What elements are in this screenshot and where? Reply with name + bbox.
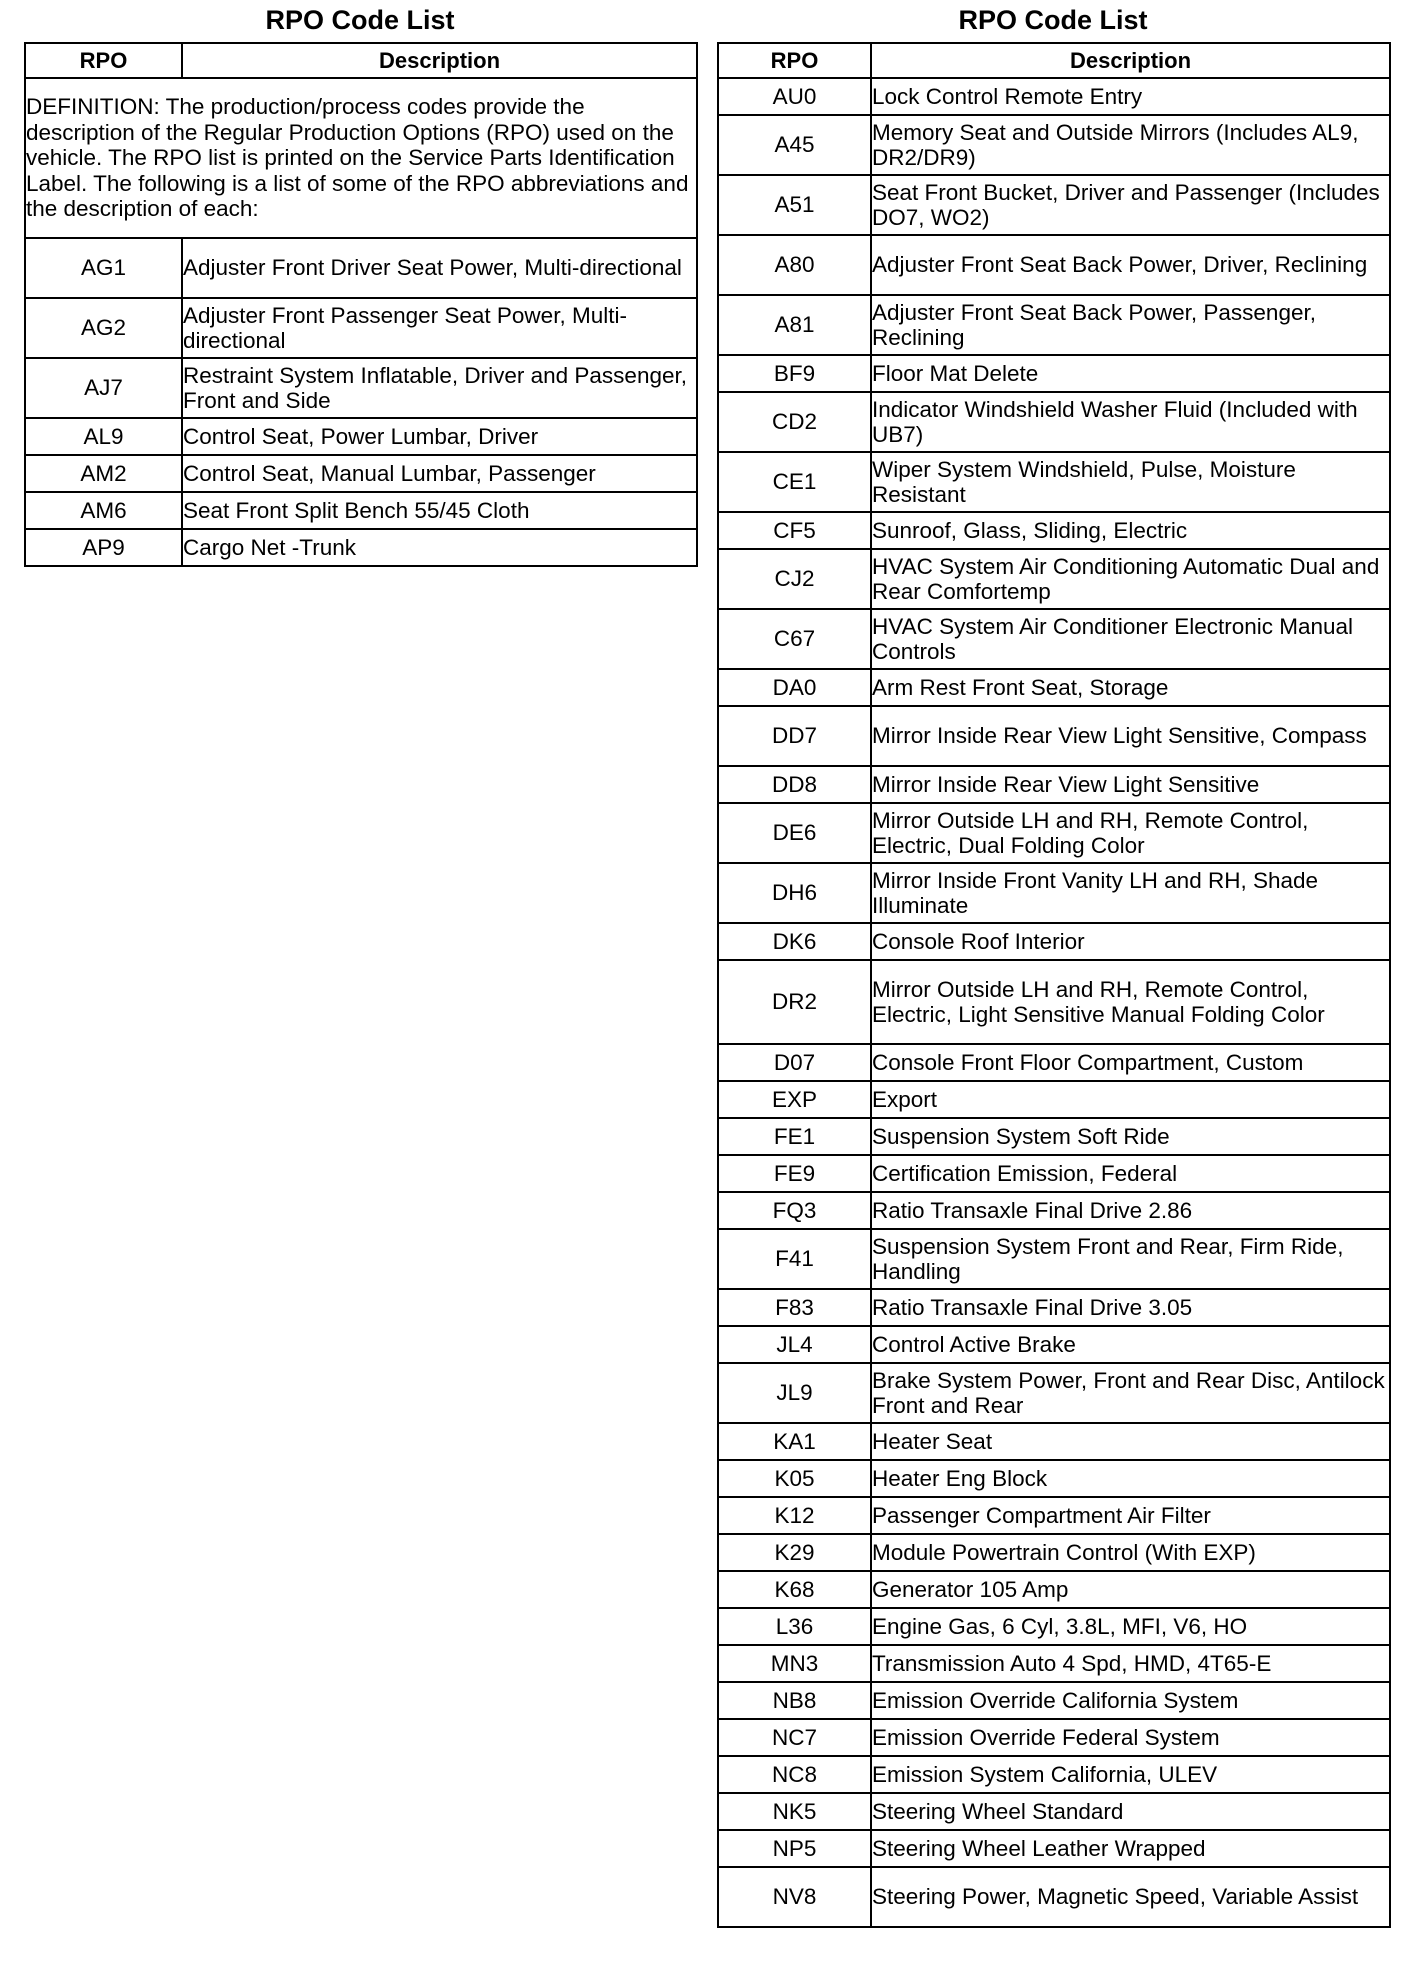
rpo-code-cell: AP9 [25,529,182,566]
rpo-description-cell: Seat Front Bucket, Driver and Passenger (Includes DO7, WO2) [871,175,1390,235]
table-row [718,1423,1390,1460]
left-table-body [25,78,697,566]
rpo-description-cell: Console Roof Interior [871,923,1390,960]
rpo-code-cell: FQ3 [718,1192,871,1229]
rpo-code-cell: A45 [718,115,871,175]
rpo-description-cell: Export [871,1081,1390,1118]
rpo-column-header: RPO [25,43,182,78]
table-row [718,295,1390,355]
description-column-header: Description [182,43,697,78]
rpo-code-cell: FE9 [718,1155,871,1192]
rpo-description-cell: Emission System California, ULEV [871,1756,1390,1793]
rpo-code-cell: A80 [718,235,871,295]
rpo-description-cell: Emission Override California System [871,1682,1390,1719]
rpo-code-cell: F41 [718,1229,871,1289]
rpo-code-cell: AM6 [25,492,182,529]
rpo-description-cell: Adjuster Front Seat Back Power, Passenger, Reclining [871,295,1390,355]
table-row [718,803,1390,863]
rpo-code-cell: K05 [718,1460,871,1497]
rpo-code-cell: DE6 [718,803,871,863]
table-row [718,960,1390,1044]
rpo-code-cell: C67 [718,609,871,669]
rpo-description-cell: Module Powertrain Control (With EXP) [871,1534,1390,1571]
rpo-description-cell: Arm Rest Front Seat, Storage [871,669,1390,706]
rpo-code-cell: CF5 [718,512,871,549]
rpo-code-cell: DD8 [718,766,871,803]
table-row [718,669,1390,706]
rpo-code-cell: CD2 [718,392,871,452]
rpo-description-cell: Generator 105 Amp [871,1571,1390,1608]
rpo-description-cell: Ratio Transaxle Final Drive 3.05 [871,1289,1390,1326]
table-row [718,1081,1390,1118]
table-row [718,1229,1390,1289]
left-rpo-table [24,42,698,567]
rpo-code-cell: AM2 [25,455,182,492]
left-header-row [25,43,697,78]
right-table-body [718,78,1390,1927]
table-row [718,392,1390,452]
rpo-code-cell: JL9 [718,1363,871,1423]
rpo-description-cell: Emission Override Federal System [871,1719,1390,1756]
rpo-code-cell: NV8 [718,1867,871,1927]
table-row [718,863,1390,923]
rpo-code-cell: K12 [718,1497,871,1534]
table-row [718,923,1390,960]
rpo-code-cell: A81 [718,295,871,355]
rpo-description-cell: Steering Wheel Leather Wrapped [871,1830,1390,1867]
table-row [718,1044,1390,1081]
right-header-row [718,43,1390,78]
rpo-description-cell: Memory Seat and Outside Mirrors (Includes AL9, DR2/DR9) [871,115,1390,175]
table-row [25,455,697,492]
table-row [25,298,697,358]
rpo-description-cell: Floor Mat Delete [871,355,1390,392]
table-row [718,115,1390,175]
rpo-description-cell: Transmission Auto 4 Spd, HMD, 4T65-E [871,1645,1390,1682]
rpo-code-cell: NB8 [718,1682,871,1719]
table-row [718,1719,1390,1756]
rpo-code-cell: FE1 [718,1118,871,1155]
right-page-title: RPO Code List [958,5,1148,35]
definition-text: DEFINITION: The production/process codes provide the description of the Regular Production Options (RPO) used on the vehicle. The RPO list is printed on the Service Parts Identification Label. The following is a list of some of the RPO abbreviations and the description of each: [25,78,697,238]
rpo-description-cell: Adjuster Front Passenger Seat Power, Multi-directional [182,298,697,358]
rpo-code-cell: NC8 [718,1756,871,1793]
rpo-description-cell: Mirror Inside Front Vanity LH and RH, Shade Illuminate [871,863,1390,923]
rpo-description-cell: Mirror Inside Rear View Light Sensitive [871,766,1390,803]
rpo-code-cell: NK5 [718,1793,871,1830]
rpo-code-cell: DA0 [718,669,871,706]
table-row [718,1155,1390,1192]
rpo-description-cell: Control Seat, Power Lumbar, Driver [182,418,697,455]
rpo-description-cell: Seat Front Split Bench 55/45 Cloth [182,492,697,529]
rpo-column-header: RPO [718,43,871,78]
rpo-description-cell: Mirror Outside LH and RH, Remote Control, Electric, Dual Folding Color [871,803,1390,863]
table-row [718,1289,1390,1326]
rpo-description-cell: HVAC System Air Conditioning Automatic Dual and Rear Comfortemp [871,549,1390,609]
table-row [718,1756,1390,1793]
rpo-code-cell: BF9 [718,355,871,392]
rpo-code-cell: AG1 [25,238,182,298]
table-row [718,609,1390,669]
table-row [25,358,697,418]
table-row [718,1326,1390,1363]
rpo-description-cell: Steering Power, Magnetic Speed, Variable Assist [871,1867,1390,1927]
rpo-code-cell: L36 [718,1608,871,1645]
table-row [718,235,1390,295]
table-row [718,1645,1390,1682]
rpo-code-cell: DK6 [718,923,871,960]
table-row [718,766,1390,803]
rpo-description-cell: Brake System Power, Front and Rear Disc, Antilock Front and Rear [871,1363,1390,1423]
table-row [718,1192,1390,1229]
rpo-code-cell: EXP [718,1081,871,1118]
table-row [718,1608,1390,1645]
table-row [718,1118,1390,1155]
table-row [25,492,697,529]
rpo-description-cell: Wiper System Windshield, Pulse, Moisture Resistant [871,452,1390,512]
rpo-description-cell: Control Active Brake [871,1326,1390,1363]
rpo-code-cell: K29 [718,1534,871,1571]
rpo-description-cell: Adjuster Front Driver Seat Power, Multi-directional [182,238,697,298]
rpo-code-cell: A51 [718,175,871,235]
rpo-code-cell: DR2 [718,960,871,1044]
rpo-description-cell: Ratio Transaxle Final Drive 2.86 [871,1192,1390,1229]
rpo-code-cell: DD7 [718,706,871,766]
definition-row [25,78,697,238]
table-row [718,1460,1390,1497]
rpo-description-cell: Mirror Outside LH and RH, Remote Control, Electric, Light Sensitive Manual Folding Color [871,960,1390,1044]
rpo-code-cell: CE1 [718,452,871,512]
rpo-code-cell: MN3 [718,1645,871,1682]
rpo-description-cell: Suspension System Front and Rear, Firm Ride, Handling [871,1229,1390,1289]
rpo-description-cell: Adjuster Front Seat Back Power, Driver, Reclining [871,235,1390,295]
table-row [718,1830,1390,1867]
table-row [718,1363,1390,1423]
rpo-description-cell: HVAC System Air Conditioner Electronic Manual Controls [871,609,1390,669]
rpo-description-cell: Suspension System Soft Ride [871,1118,1390,1155]
table-row [718,549,1390,609]
rpo-code-cell: AJ7 [25,358,182,418]
rpo-description-cell: Cargo Net -Trunk [182,529,697,566]
rpo-description-cell: Control Seat, Manual Lumbar, Passenger [182,455,697,492]
rpo-description-cell: Restraint System Inflatable, Driver and Passenger, Front and Side [182,358,697,418]
rpo-code-cell: CJ2 [718,549,871,609]
table-row [718,355,1390,392]
table-row [718,78,1390,115]
rpo-description-cell: Passenger Compartment Air Filter [871,1497,1390,1534]
rpo-code-cell: AG2 [25,298,182,358]
rpo-code-cell: F83 [718,1289,871,1326]
rpo-description-cell: Heater Seat [871,1423,1390,1460]
rpo-code-cell: JL4 [718,1326,871,1363]
rpo-code-cell: DH6 [718,863,871,923]
table-row [718,1867,1390,1927]
rpo-description-cell: Sunroof, Glass, Sliding, Electric [871,512,1390,549]
rpo-code-cell: AL9 [25,418,182,455]
rpo-code-cell: AU0 [718,78,871,115]
rpo-description-cell: Engine Gas, 6 Cyl, 3.8L, MFI, V6, HO [871,1608,1390,1645]
rpo-description-cell: Lock Control Remote Entry [871,78,1390,115]
table-row [25,418,697,455]
table-row [718,1793,1390,1830]
rpo-description-cell: Console Front Floor Compartment, Custom [871,1044,1390,1081]
left-page-title: RPO Code List [265,5,455,35]
rpo-code-cell: NC7 [718,1719,871,1756]
table-row [718,452,1390,512]
table-row [718,1571,1390,1608]
rpo-description-cell: Certification Emission, Federal [871,1155,1390,1192]
table-row [718,512,1390,549]
table-row [718,1682,1390,1719]
table-row [718,1534,1390,1571]
table-row [25,529,697,566]
table-row [718,706,1390,766]
rpo-code-cell: NP5 [718,1830,871,1867]
rpo-code-cell: K68 [718,1571,871,1608]
rpo-description-cell: Indicator Windshield Washer Fluid (Included with UB7) [871,392,1390,452]
table-row [25,238,697,298]
rpo-description-cell: Mirror Inside Rear View Light Sensitive, Compass [871,706,1390,766]
table-row [718,175,1390,235]
rpo-code-cell: KA1 [718,1423,871,1460]
rpo-code-cell: D07 [718,1044,871,1081]
rpo-description-cell: Steering Wheel Standard [871,1793,1390,1830]
description-column-header: Description [871,43,1390,78]
rpo-description-cell: Heater Eng Block [871,1460,1390,1497]
right-rpo-table [717,42,1391,1928]
table-row [718,1497,1390,1534]
